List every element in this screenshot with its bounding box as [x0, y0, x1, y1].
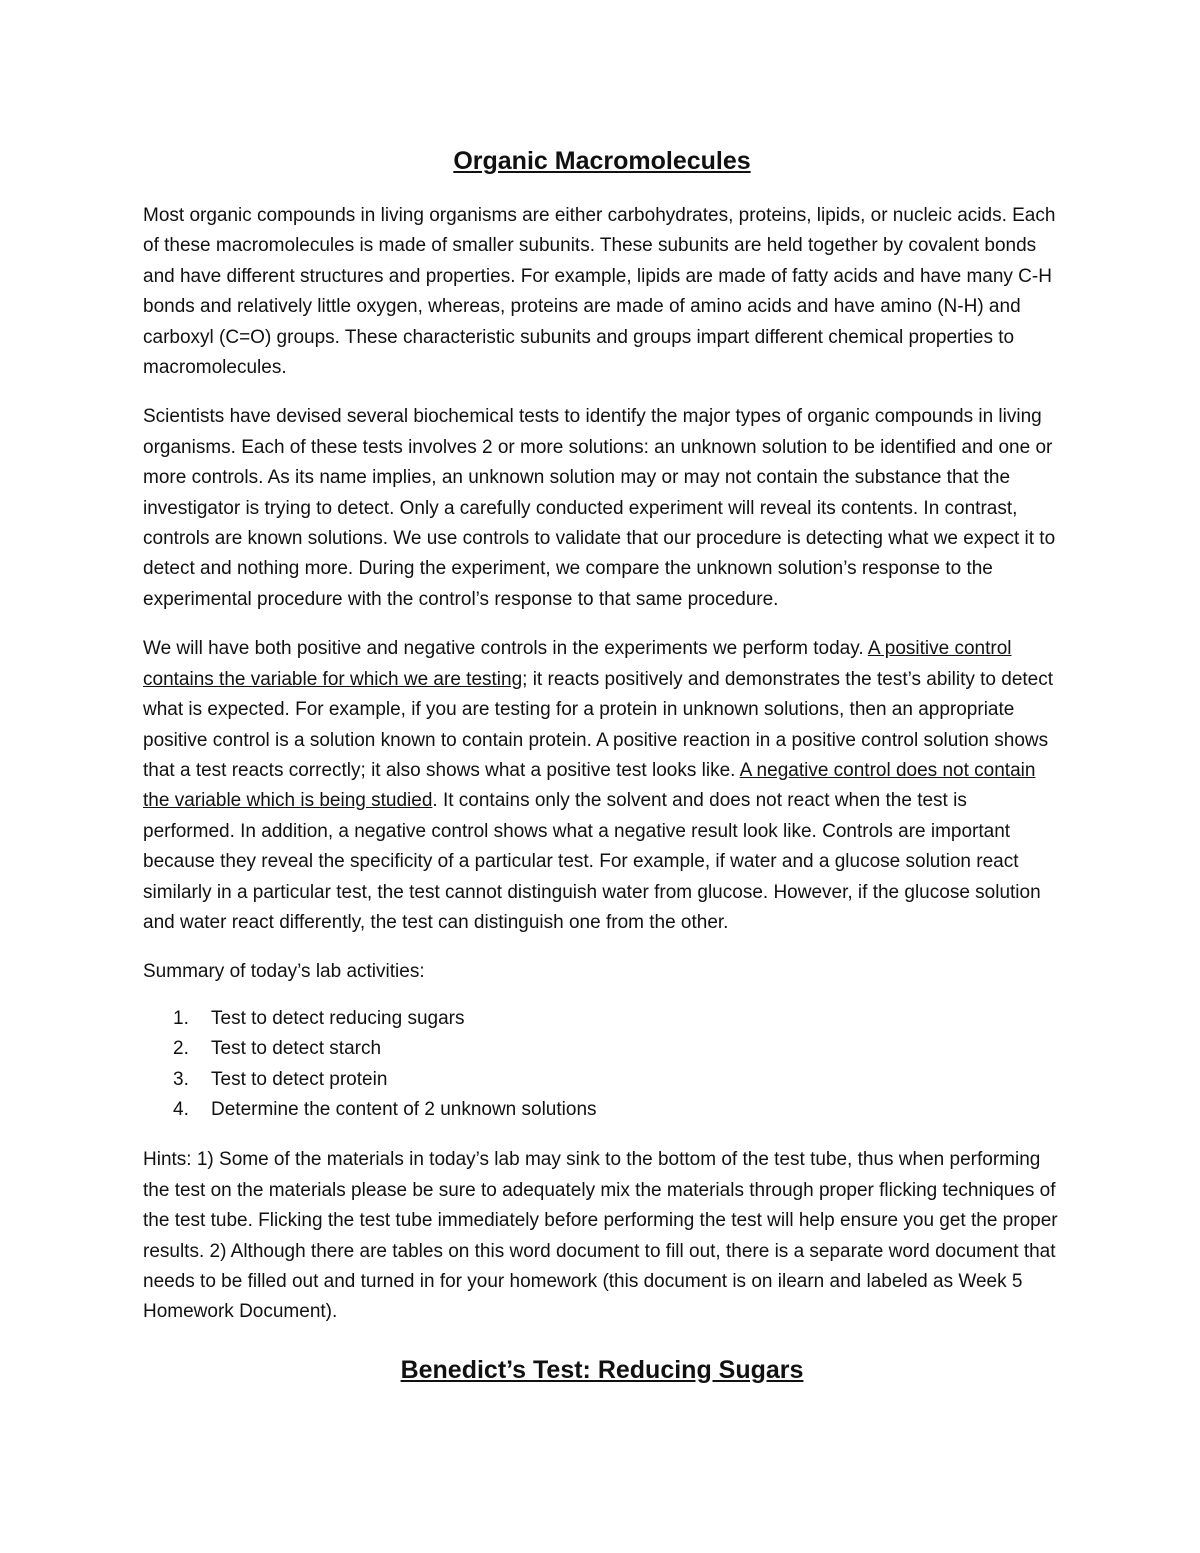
hints-paragraph: Hints: 1) Some of the materials in today’s lab may sink to the bottom of the test tube, thus when performing the test on the materials please be sure to adequately mix the materials through proper flicking techniques of the test tube. Flicking the test tube immediately before performing the test will help ensure you get the proper results. 2) Although there are tables on this word document to fill out, there is a separate word document that needs to be filled out and turned in for your homework (this document is on ilearn and labeled as Week 5 Homework Document).	[143, 1149, 1058, 1323]
negative-control-definition: A negative control does not contain the variable which is being studied	[143, 759, 1036, 812]
positive-control-definition: A positive control contains the variable for which we are testing	[143, 638, 1012, 690]
document-page	[143, 145, 1061, 1386]
section-title: Benedict’s Test: Reducing Sugars	[400, 1355, 804, 1384]
summary-label: Summary of today’s lab activities:	[143, 961, 425, 983]
page-title: Organic Macromolecules	[453, 147, 751, 175]
list-item-number: 2.	[173, 1038, 189, 1060]
list-item-text: Test to detect protein	[211, 1068, 388, 1090]
list-item	[143, 1034, 1061, 1064]
tests-paragraph: Scientists have devised several biochemical tests to identify the major types of organic compounds in living organisms. Each of these tests involves 2 or more solutions: an unknown solution to be identified and one or more controls. As its name implies, an unknown solution may or may not contain the substance that the investigator is trying to detect. Only a carefully conducted experiment will reveal its contents. In contrast, controls are known solutions. We use controls to validate that our procedure is detecting what we expect it to detect and nothing more. During the experiment, we compare the unknown solution’s response to the experimental procedure with the control’s response to that same procedure.	[143, 406, 1056, 610]
list-item-number: 1.	[173, 1007, 189, 1029]
activities-list	[143, 1004, 1061, 1126]
intro-paragraph: Most organic compounds in living organisms are either carbohydrates, proteins, lipids, or nucleic acids. Each of these macromolecules is made of smaller subunits. These subunits are held together by covalent bonds and have different structures and properties. For example, lipids are made of fatty acids and have many C-H bonds and relatively little oxygen, whereas, proteins are made of amino acids and have amino (N-H) and carboxyl (C=O) groups. These characteristic subunits and groups impart different chemical properties to macromolecules.	[143, 205, 1056, 379]
controls-intro-text: We will have both positive and negative controls in the experiments we perform today.	[143, 638, 868, 660]
list-item-number: 4.	[173, 1098, 189, 1120]
list-item-text: Determine the content of 2 unknown solutions	[211, 1098, 597, 1120]
list-item-text: Test to detect reducing sugars	[211, 1007, 465, 1029]
controls-end-text: . It contains only the solvent and does not react when the test is performed. In addition, a negative control shows what a negative result look like. Controls are important because they reveal the specificity of a particular test. For example, if water and a glucose solution react similarly in a particular test, the test cannot distinguish water from glucose. However, if the glucose solution and water react differently, the test can distinguish one from the other.	[143, 790, 1041, 933]
controls-middle-text: ; it reacts positively and demonstrates the test’s ability to detect what is expected. For example, if you are testing for a protein in unknown solutions, then an appropriate positive control is a solution known to contain protein. A positive reaction in a positive control solution shows that a test reacts correctly; it also shows what a positive test looks like.	[143, 668, 1054, 781]
list-item	[143, 1004, 1061, 1034]
list-item-text: Test to detect starch	[211, 1038, 382, 1060]
list-item-number: 3.	[173, 1068, 189, 1090]
list-item	[143, 1095, 1061, 1125]
list-item	[143, 1065, 1061, 1095]
controls-paragraph	[143, 634, 1061, 938]
